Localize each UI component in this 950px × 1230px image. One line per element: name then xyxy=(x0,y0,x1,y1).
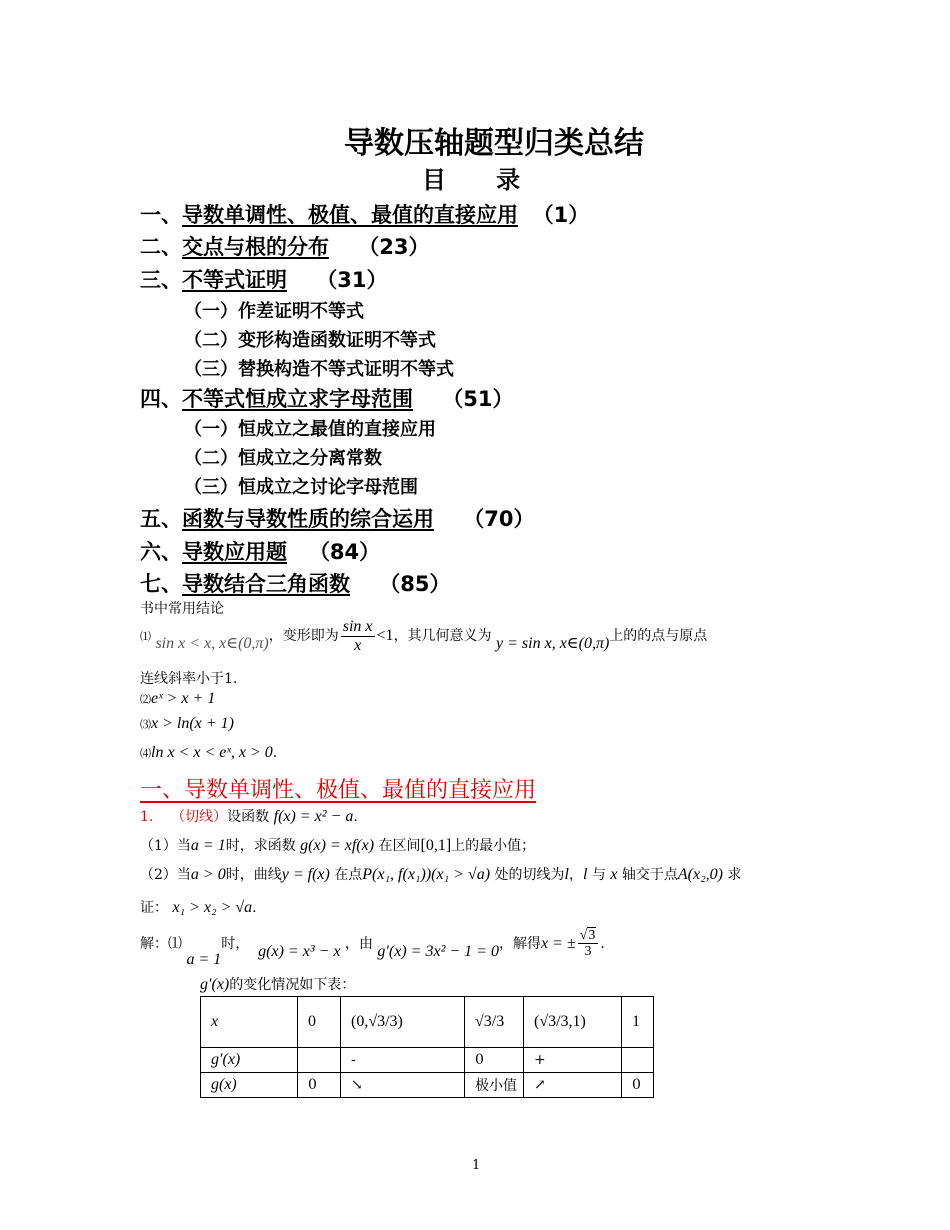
table-cell: (√3/3,1) xyxy=(524,997,622,1048)
table-row xyxy=(201,1048,654,1073)
table-cell: + xyxy=(524,1048,622,1073)
toc-entry-3[interactable] xyxy=(140,264,387,294)
question-2-line2: 证： x₁ > x₂ > √a. xyxy=(140,899,257,916)
text: ，变形即为 xyxy=(268,628,339,645)
table-cell: √3/3 xyxy=(465,997,524,1048)
toc-entry-6[interactable] xyxy=(140,536,380,566)
toc-text: 不等式恒成立求字母范围 xyxy=(182,387,413,411)
toc-text: 不等式证明 xyxy=(182,268,287,292)
table-cell: ↗ xyxy=(524,1073,622,1098)
table-cell: ↘ xyxy=(341,1073,465,1098)
toc-text: 交点与根的分布 xyxy=(182,235,329,259)
toc-entry-5[interactable] xyxy=(140,503,534,533)
toc-page: （51） xyxy=(442,387,514,411)
table-cell: (0,√3/3) xyxy=(341,997,465,1048)
table-cell xyxy=(622,1048,654,1073)
toc-num: 五、 xyxy=(140,507,182,531)
table-cell: g′(x) xyxy=(201,1048,298,1073)
toc-num: 二、 xyxy=(140,235,182,259)
toc-text: 导数应用题 xyxy=(182,540,287,564)
toc-page: （23） xyxy=(358,235,430,259)
table-row xyxy=(201,1073,654,1098)
formula: <1 xyxy=(376,627,394,645)
toc-page: （70） xyxy=(463,507,535,531)
toc-text: 函数与导数性质的综合运用 xyxy=(182,507,434,531)
table-cell: x xyxy=(201,997,298,1048)
contents-heading: 目 录 xyxy=(422,166,521,194)
table-cell: 极小值 xyxy=(465,1073,524,1098)
table-cell: g(x) xyxy=(201,1073,298,1098)
toc-sub-3-1[interactable]: （一）作差证明不等式 xyxy=(184,301,364,322)
problem-number: 1. xyxy=(140,809,154,825)
conclusion-3: ⑶x > ln(x + 1) xyxy=(140,715,234,732)
conclusion-2: ⑵eˣ > x + 1 xyxy=(140,690,216,707)
toc-num: 三、 xyxy=(140,268,182,292)
toc-entry-1[interactable] xyxy=(140,199,589,229)
toc-page: （85） xyxy=(379,572,451,596)
problem-1: 1. （切线）设函数 f(x) = x² − a. xyxy=(140,808,358,825)
text: ，其几何意义为 xyxy=(393,628,492,645)
toc-page: （31） xyxy=(316,268,388,292)
toc-num: 七、 xyxy=(140,572,182,596)
formula: sin x < x, x∈(0,π) xyxy=(155,635,269,653)
toc-sub-4-2[interactable]: （二）恒成立之分离常数 xyxy=(184,448,382,469)
toc-sub-3-2[interactable]: （二）变形构造函数证明不等式 xyxy=(184,330,436,351)
section-heading: 一、导数单调性、极值、最值的直接应用 xyxy=(140,778,537,803)
item-number: ⑴ xyxy=(140,630,151,644)
solution-line: 解：⑴ a = 1时， g(x) = x³ − x ，由 g′(x) = 3x² − 1 = 0，解得x = ± $\frac{√3}{3}$ . xyxy=(140,928,605,968)
toc-page: （1） xyxy=(532,203,590,227)
table-cell: 0 xyxy=(298,997,341,1048)
toc-sub-4-1[interactable]: （一）恒成立之最值的直接应用 xyxy=(184,419,436,440)
toc-entry-4[interactable] xyxy=(140,383,513,413)
toc-num: 六、 xyxy=(140,540,182,564)
conclusion-1-line2: 连线斜率小于1. xyxy=(140,671,238,687)
toc-num: 一、 xyxy=(140,203,182,227)
variation-table xyxy=(200,996,654,1098)
fraction: $\frac{\text{sin x}}{x}$ xyxy=(342,618,373,654)
formula: y = sin x, x∈(0,π) xyxy=(496,635,610,653)
problem-tag: （切线） xyxy=(171,809,228,825)
page-title: 导数压轴题型归类总结 xyxy=(344,126,644,161)
table-cell: 0 xyxy=(622,1073,654,1098)
table-caption: g′(x)的变化情况如下表： xyxy=(200,976,356,993)
table-row xyxy=(201,997,654,1048)
toc-entry-2[interactable] xyxy=(140,231,429,261)
table-cell: 1 xyxy=(622,997,654,1048)
toc-sub-3-3[interactable]: （三）替换构造不等式证明不等式 xyxy=(184,359,454,380)
toc-sub-4-3[interactable]: （三）恒成立之讨论字母范围 xyxy=(184,477,418,498)
page-number: 1 xyxy=(472,1158,481,1173)
toc-text: 导数结合三角函数 xyxy=(182,572,350,596)
formula: f(x) = x² − a xyxy=(273,808,354,825)
table-cell: 0 xyxy=(298,1073,341,1098)
toc-text: 导数单调性、极值、最值的直接应用 xyxy=(182,203,518,227)
conclusions-heading: 书中常用结论 xyxy=(140,601,224,617)
toc-page: （84） xyxy=(308,540,381,564)
text: 上的的点与原点 xyxy=(609,628,708,645)
question-2: （2）当a > 0时，曲线y = f(x) 在点P(x₁, f(x₁))(x₁ > √a) 处的切线为l，l 与 x 轴交于点A(x₂,0) 求 xyxy=(140,866,742,883)
question-1: （1）当a = 1时，求函数 g(x) = xf(x) 在区间[0,1]上的最小值； xyxy=(140,837,536,854)
conclusion-4: ⑷ln x < x < eˣ, x > 0. xyxy=(140,744,278,761)
table-cell: - xyxy=(341,1048,465,1073)
toc-num: 四、 xyxy=(140,387,182,411)
table-cell xyxy=(298,1048,341,1073)
toc-entry-7[interactable] xyxy=(140,568,450,598)
fraction: $\frac{√3}{3}$ xyxy=(578,928,599,960)
table-cell: 0 xyxy=(465,1048,524,1073)
conclusion-1 xyxy=(140,618,707,654)
